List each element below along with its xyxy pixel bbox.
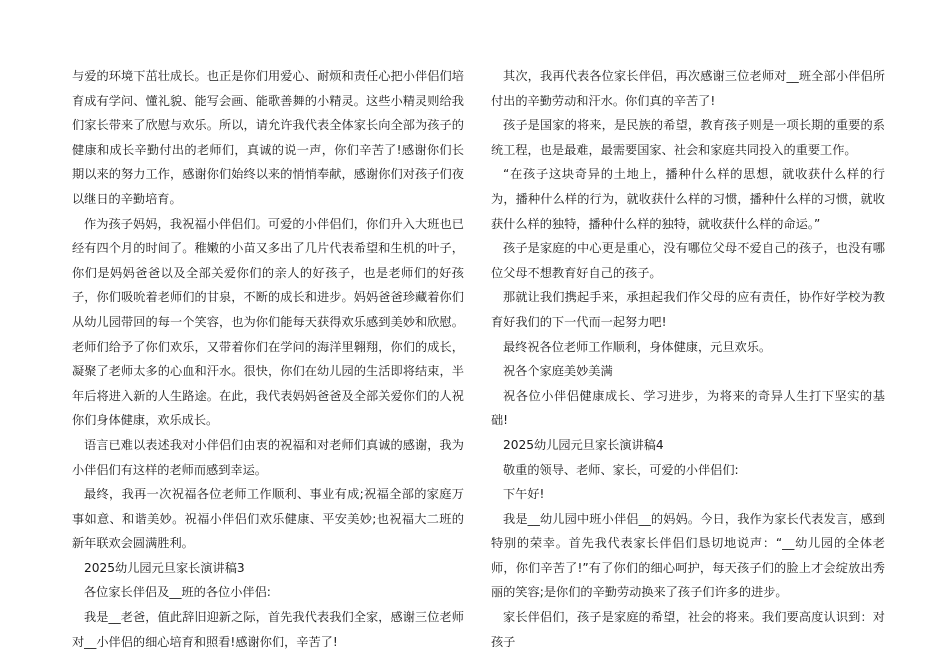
paragraph: 最终祝各位老师工作顺利，身体健康，元旦欢乐。 [503,339,772,354]
paragraph: 与爱的环境下茁壮成长。也正是你们用爱心、耐烦和责任心把小伴侣们培育成有学问、懂礼貌、能写会画、能歌善舞的小精灵。这些小精灵则给我们家长带来了欣慰与欢乐。所以，请允许我代表全体家长向全部为孩子的健康和成长辛勤付出的老师们，真诚的说一声，你们辛苦了!感谢你们长期以来的努力工作，感谢你们始终以来的悄悄奉献，感谢你们对孩子们夜以继日的辛勤培育。 [72,69,464,206]
salutation: 敬重的领导、老师、家长，可爱的小伴侣们: [503,462,739,477]
section-heading: 2025幼儿园元旦家长演讲稿3 [84,560,245,575]
paragraph: 家长伴侣们，孩子是家庭的希望，社会的将来。我们要高度认识到：对孩子 [491,610,885,649]
right-column [491,64,885,654]
paragraph: 孩子是家庭的中心更是重心，没有哪位父母不爱自己的孩子，也没有哪位父母不想教育好自己的孩子。 [491,241,885,280]
paragraph: 那就让我们携起手来，承担起我们作父母的应有责任，协作好学校为教育好我们的下一代而一起努力吧! [491,290,885,329]
quote-paragraph: “在孩子这块奇异的土地上，播种什么样的思想，就收获什么样的行为，播种什么样的行为，就收获什么样的习惯，播种什么样的习惯，就收获什么样的独特，播种什么样的独特，就收获什么样的命运。” [491,167,885,231]
paragraph: 最终，我再一次祝福各位老师工作顺利、事业有成;祝福全部的家庭万事如意、和谐美妙。祝福小伴侣们欢乐健康、平安美妙;也祝福大二班的新年联欢会圆满胜利。 [72,487,464,551]
left-column [72,64,464,654]
paragraph: 祝各位小伴侣健康成长、学习进步，为将来的奇异人生打下坚实的基础! [491,388,885,428]
salutation: 各位家长伴侣及__班的各位小伴侣: [84,585,271,600]
section-heading: 2025幼儿园元旦家长演讲稿4 [503,437,664,452]
paragraph: 祝各个家庭美妙美满 [503,364,613,379]
greeting: 下午好! [503,487,545,502]
paragraph: 语言已难以表述我对小伴侣们由衷的祝福和对老师们真诚的感谢，我为小伴侣们有这样的老师而感到幸运。 [72,437,464,477]
paragraph: 我是__老爸，值此辞旧迎新之际，首先我代表我们全家，感谢三位老师对__小伴侣的细心培育和照看!感谢你们，辛苦了! [72,610,464,649]
paragraph: 其次，我再代表各位家长伴侣，再次感谢三位老师对__班全部小伴侣所付出的辛勤劳动和汗水。你们真的辛苦了! [491,69,885,108]
paragraph: 我是__幼儿园中班小伴侣__的妈妈。今日，我作为家长代表发言，感到特别的荣幸。首先我代表家长伴侣们恳切地说声：“__幼儿园的全体老师，你们辛苦了!”有了你们的细心呵护，每天孩子们的脸上才会绽放出秀丽的笑容;是你们的辛勤劳动换来了孩子们许多的进步。 [491,511,885,600]
paragraph: 作为孩子妈妈，我祝福小伴侣们。可爱的小伴侣们，你们升入大班也已经有四个月的时间了。稚嫩的小苗又多出了几片代表希望和生机的叶子，你们是妈妈爸爸以及全部关爱你们的亲人的好孩子，也是老师们的好孩子，你们吸吮着老师们的甘泉，不断的成长和进步。妈妈爸爸珍藏着你们从幼儿园带回的每一个笑容，也为你们能每天获得欢乐感到美妙和欣慰。老师们给予了你们欢乐，又带着你们在学问的海洋里翱翔，你们的成长，凝聚了老师太多的心血和汗水。很快，你们在幼儿园的生活即将结束，半年后将进入新的人生路途。在此，我代表妈妈爸爸及全部关爱你们的人祝你们身体健康，欢乐成长。 [72,216,464,428]
paragraph: 孩子是国家的将来，是民族的希望，教育孩子则是一项长期的重要的系统工程，也是最难，最需要国家、社会和家庭共同投入的重要工作。 [491,118,885,157]
